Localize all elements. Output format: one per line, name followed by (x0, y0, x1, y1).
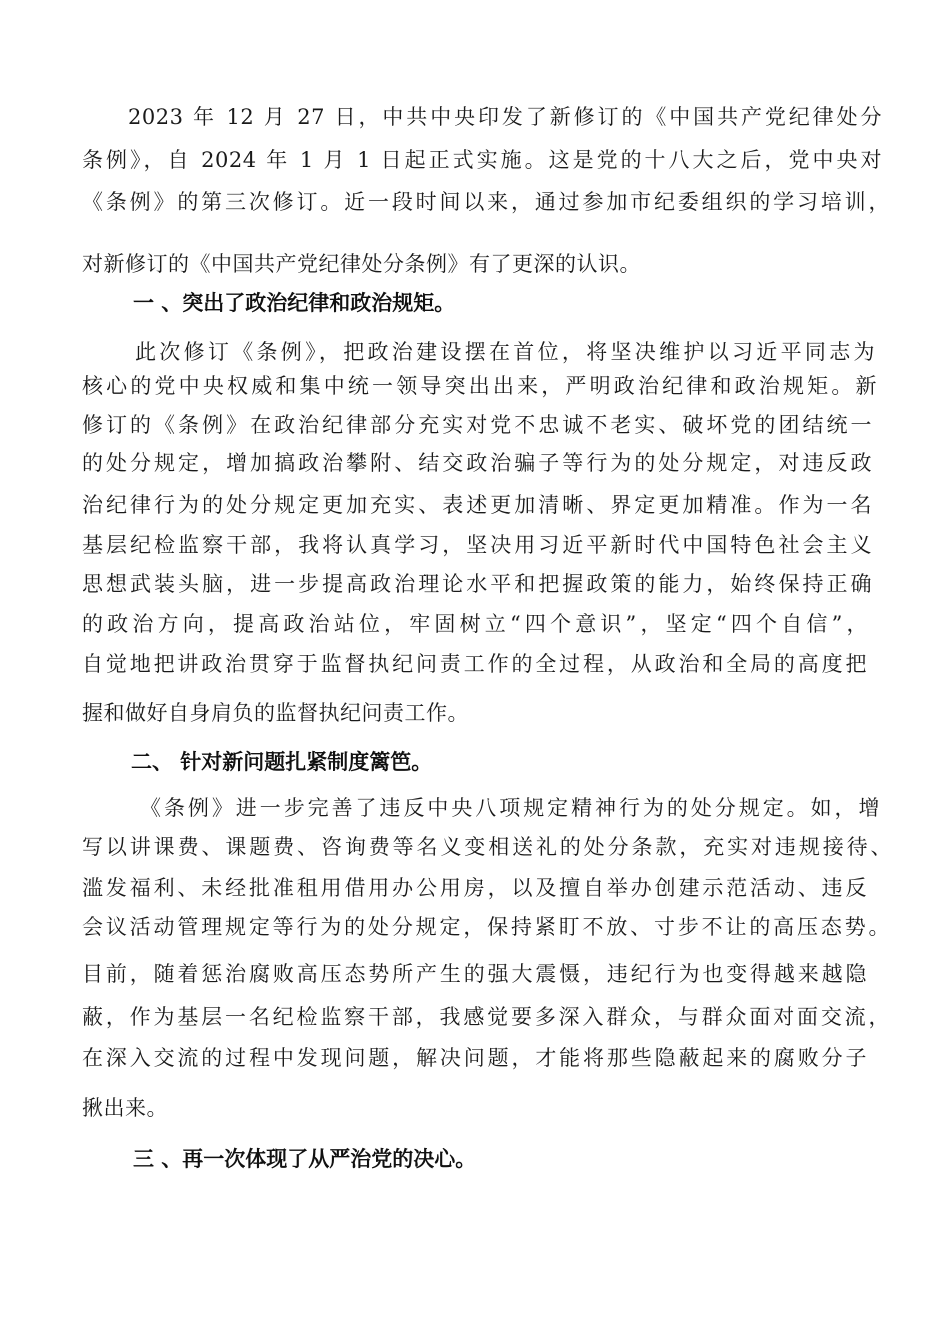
paragraph-line: 会议活动管理规定等行为的处分规定，保持紧盯不放、寸步不让的高压态势。 (82, 915, 890, 939)
paragraph-line: 修订的《条例》在政治纪律部分充实对党不忠诚不老实、破坏党的团结统一 (82, 413, 872, 437)
paragraph-line: 握和做好自身肩负的监督执纪问责工作。 (82, 701, 469, 725)
paragraph-line: 2023 年 12 月 27 日，中共中央印发了新修订的《中国共产党纪律处分 (128, 105, 882, 129)
paragraph-line: 揪出来。 (82, 1096, 168, 1120)
paragraph-line: 对新修订的《中国共产党纪律处分条例》有了更深的认识。 (82, 252, 641, 276)
paragraph-line: 《条例》的第三次修订。近一段时间以来，通过参加市纪委组织的学习培训， (82, 190, 890, 214)
paragraph-line: 此次修订《条例》，把政治建设摆在首位，将坚决维护以习近平同志为 (135, 340, 875, 364)
paragraph-line: 写以讲课费、课题费、咨询费等名义变相送礼的处分条款，充实对违规接待、 (82, 835, 892, 859)
section-heading-2: 二、 针对新问题扎紧制度篱笆。 (131, 750, 433, 774)
paragraph-line: 的处分规定，增加搞政治攀附、结交政治骗子等行为的处分规定，对违反政 (82, 451, 872, 475)
paragraph-line: 条例》，自 2024 年 1 月 1 日起正式实施。这是党的十八大之后，党中央对 (82, 148, 882, 172)
section-heading-1: 一 、突出了政治纪律和政治规矩。 (133, 291, 456, 315)
paragraph-line: 治纪律行为的处分规定更加充实、表述更加清晰、界定更加精准。作为一名 (82, 493, 872, 517)
paragraph-line: 《条例》进一步完善了违反中央八项规定精神行为的处分规定。如，增 (140, 796, 880, 820)
paragraph-line: 在深入交流的过程中发现问题，解决问题，才能将那些隐蔽起来的腐败分子 (82, 1046, 867, 1070)
section-heading-3: 三 、再一次体现了从严治党的决心。 (133, 1147, 477, 1171)
paragraph-line: 蔽，作为基层一名纪检监察干部，我感觉要多深入群众，与群众面对面交流， (82, 1005, 890, 1029)
paragraph-line: 基层纪检监察干部，我将认真学习，坚决用习近平新时代中国特色社会主义 (82, 533, 872, 557)
paragraph-line: 思想武装头脑，进一步提高政治理论水平和把握政策的能力，始终保持正确 (82, 572, 872, 596)
paragraph-line: 的政治方向，提高政治站位，牢固树立“四个意识”，坚定“四个自信”， (82, 612, 868, 636)
paragraph-line: 滥发福利、未经批准租用借用办公用房，以及擅自举办创建示范活动、违反 (82, 876, 867, 900)
paragraph-line: 自觉地把讲政治贯穿于监督执纪问责工作的全过程，从政治和全局的高度把 (82, 652, 867, 676)
paragraph-line: 核心的党中央权威和集中统一领导突出出来，严明政治纪律和政治规矩。新 (82, 374, 877, 398)
paragraph-line: 目前，随着惩治腐败高压态势所产生的强大震慑，违纪行为也变得越来越隐 (82, 962, 867, 986)
